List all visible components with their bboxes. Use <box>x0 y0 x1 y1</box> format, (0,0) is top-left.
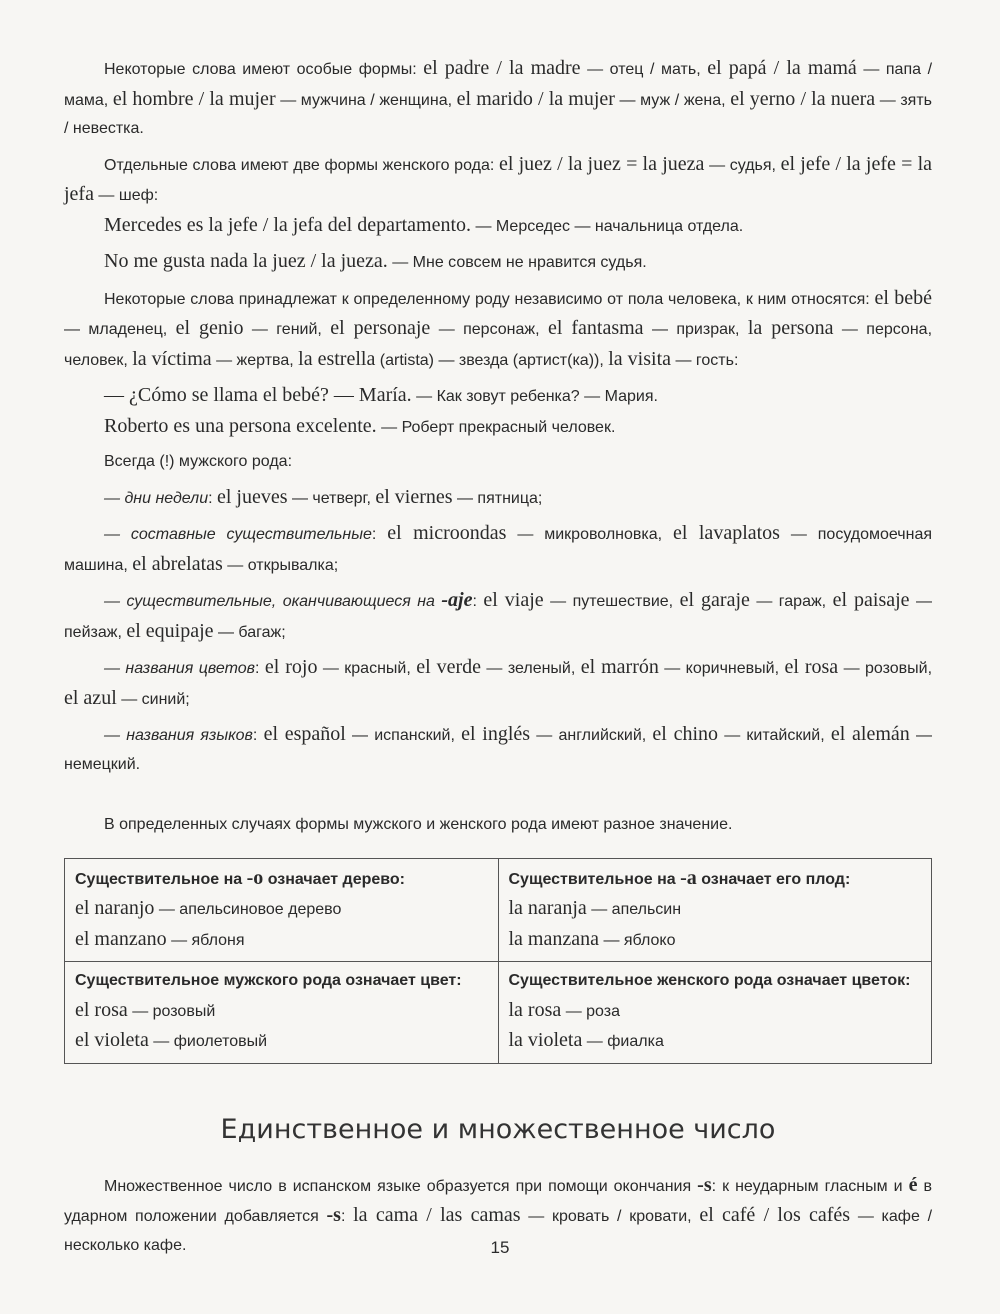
table-row <box>65 858 932 962</box>
example-sentence: Roberto es una persona excelente. — Роберт прекрасный человек. <box>104 414 616 437</box>
paragraph-different-meaning: В определенных случаях формы мужского и женского рода имеют разное значение. <box>104 816 733 833</box>
list-item: — названия языков: el español — испанский, el inglés — английский, el chino — китайский, el alemán — немецкий. <box>64 723 933 773</box>
masculine-list-title: Всегда (!) мужского рода: <box>104 453 293 470</box>
section-heading: Единственное и множественное число <box>220 1113 776 1145</box>
cell-line: la naranja — апельсин <box>508 897 682 919</box>
example-sentence: No me gusta nada la juez / la jueza. — Мне совсем не нравится судья. <box>104 250 647 272</box>
table-cell <box>498 962 932 1064</box>
cell-line: el manzano — яблоня <box>75 927 245 950</box>
table-cell <box>65 858 499 962</box>
table-cell <box>65 962 499 1064</box>
cell-heading: Существительное на -o означает дерево: <box>75 866 405 889</box>
list-item: — существительные, оканчивающиеся на -aje: el viaje — путешествие, el garaje — гараж, el paisaje — пейзаж, el equipaje — багаж; <box>64 589 932 642</box>
cell-line: la rosa — роза <box>508 998 621 1021</box>
example-sentence: — ¿Cómo se llama el bebé? — María. — Как зовут ребенка? — Мария. <box>104 384 658 406</box>
cell-heading: Существительное на -a означает его плод: <box>508 866 851 889</box>
table-row <box>65 962 932 1064</box>
gender-meaning-table <box>64 858 932 1064</box>
cell-heading: Существительное женского рода означает цветок: <box>508 972 911 989</box>
example-sentence: Mercedes es la jefe / la jefa del departamento. — Мерседес — начальница отдела. <box>104 213 744 236</box>
paragraph-plural: Множественное число в испанском языке образуется при помощи окончания -s: к неударным гласным и é в ударном положении добавляется -s: la cama / las camas — кровать / кровати, el café / los cafés — кафе / несколько кафе. <box>64 1173 933 1254</box>
cell-line: el rosa — розовый <box>75 998 216 1021</box>
list-item: — названия цветов: el rojo — красный, el verde — зеленый, el marrón — коричневый, el rosa — розовый, el azul — синий; <box>64 656 933 709</box>
page-content <box>64 54 932 1260</box>
paragraph-special-forms: Некоторые слова имеют особые формы: el padre / la madre — отец / мать, el papá / la mamá — папа / мама, el hombre / la mujer — мужчина / женщина, el marido / la mujer — муж / жена, el yerno / la nuera — зять / невестка. <box>64 57 933 137</box>
page-number: 15 <box>490 1238 510 1257</box>
paragraph-two-feminine-forms: Отдельные слова имеют две формы женского рода: el juez / la juez = la jueza — судья, el jefe / la jefe = la jefa — шеф: <box>64 152 933 205</box>
table-cell <box>498 858 932 962</box>
cell-line: la violeta — фиалка <box>508 1029 664 1051</box>
cell-heading: Существительное мужского рода означает цвет: <box>75 972 462 989</box>
paragraph-fixed-gender: Некоторые слова принадлежат к определенному роду независимо от пола человека, к ним относятся: el bebé — младенец, el genio — гений, el personaje — персонаж, el fantasma — призрак, la persona — персона, человек, la víctima — жертва, la estrella (artista) — звезда (артист(ка)), la visita — гость: <box>64 286 933 370</box>
cell-line: el naranjo — апельсиновое дерево <box>75 897 342 919</box>
list-item: — дни недели: el jueves — четверг, el viernes — пятница; <box>104 485 543 508</box>
cell-line: la manzana — яблоко <box>508 927 676 950</box>
cell-line: el violeta — фиолетовый <box>75 1029 268 1051</box>
list-item: — составные существительные: el microondas — микроволновка, el lavaplatos — посудомоечная машина, el abrelatas — открывалка; <box>64 522 933 575</box>
